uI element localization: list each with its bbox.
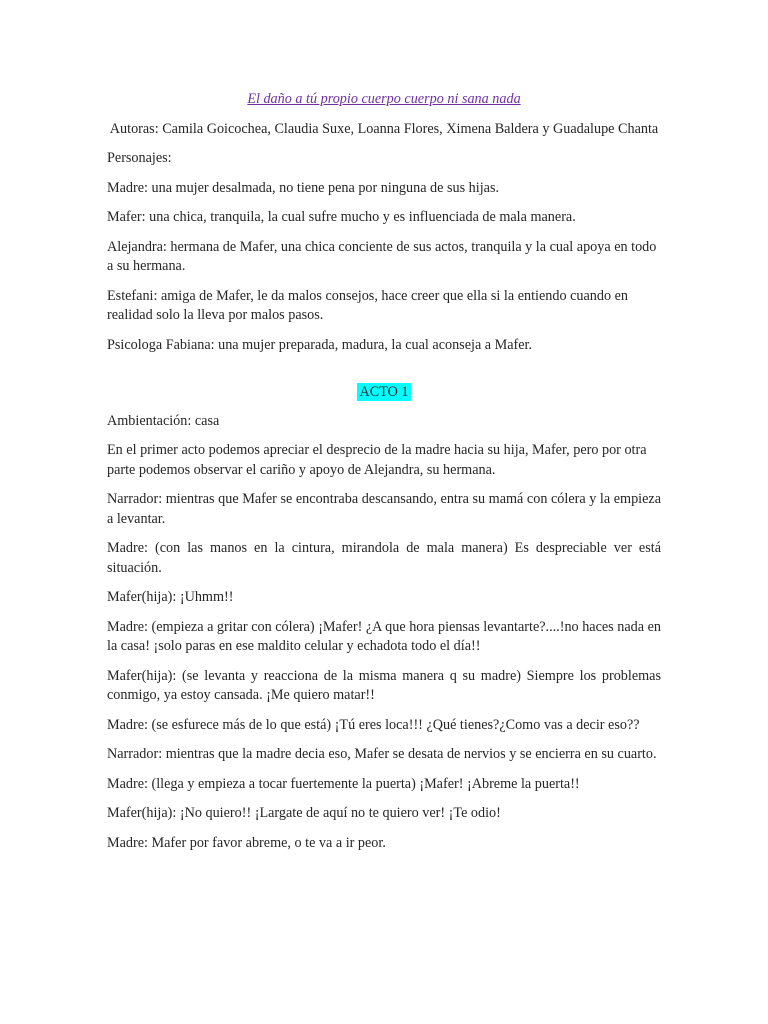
character-estefani: Estefani: amiga de Mafer, le da malos consejos, hace creer que ella si la entiendo cuando en realidad solo la lleva por malos pasos. [107,287,628,323]
dialogue-line: Madre: (llega y empieza a tocar fuertemente la puerta) ¡Mafer! ¡Abreme la puerta!! [107,775,580,792]
authors-line: Autoras: Camila Goicochea, Claudia Suxe, Loanna Flores, Ximena Baldera y Guadalupe Chanta [109,120,659,137]
dialogue-line: Narrador: mientras que la madre decia eso, Mafer se desata de nervios y se encierra en su cuarto. [107,746,657,762]
character-psicologa: Psicologa Fabiana: una mujer preparada, madura, la cual aconseja a Mafer. [107,336,533,353]
dialogue-line: Madre: (con las manos en la cintura, mirandola de mala manera) Es despreciable ver está situación. [107,540,661,576]
act-heading [107,383,661,403]
character-alejandra: Alejandra: hermana de Mafer, una chica conciente de sus actos, tranquila y la cual apoya en todo a su hermana. [107,238,657,274]
characters-heading: Personajes: [107,150,172,166]
dialogue-line: Madre: (se esfurece más de lo que está) ¡Tú eres loca!!! ¿Qué tienes?¿Como vas a decir eso?? [107,716,640,733]
dialogue-line: Mafer(hija): ¡No quiero!! ¡Largate de aquí no te quiero ver! ¡Te odio! [107,805,501,821]
character-mafer: Mafer: una chica, tranquila, la cual sufre mucho y es influenciada de mala manera. [107,209,576,225]
character-madre: Madre: una mujer desalmada, no tiene pena por ninguna de sus hijas. [107,179,500,196]
act-label: ACTO 1 [359,384,409,400]
dialogue-line: Madre: (empieza a gritar con cólera) ¡Mafer! ¿A que hora piensas levantarte?....!no haces nada en la casa! ¡solo paras en ese maldito celular y echadota todo el día!! [107,618,661,654]
dialogue-line: Madre: Mafer por favor abreme, o te va a ir peor. [107,834,386,851]
document-title: El daño a tú propio cuerpo cuerpo ni sana nada [247,91,521,107]
dialogue-line: Narrador: mientras que Mafer se encontraba descansando, entra su mamá con cólera y la empieza a levantar. [107,491,661,527]
dialogue-line: Mafer(hija): ¡Uhmm!! [107,589,234,605]
act-summary: En el primer acto podemos apreciar el desprecio de la madre hacia su hija, Mafer, pero por otra parte podemos observar el cariño y apoyo de Alejandra, su hermana. [107,442,647,478]
dialogue-line: Mafer(hija): (se levanta y reacciona de la misma manera q su madre) Siempre los problemas conmigo, ya estoy cansada. ¡Me quiero matar!! [107,667,661,703]
document-page [107,90,661,863]
setting-line: Ambientación: casa [107,412,220,429]
